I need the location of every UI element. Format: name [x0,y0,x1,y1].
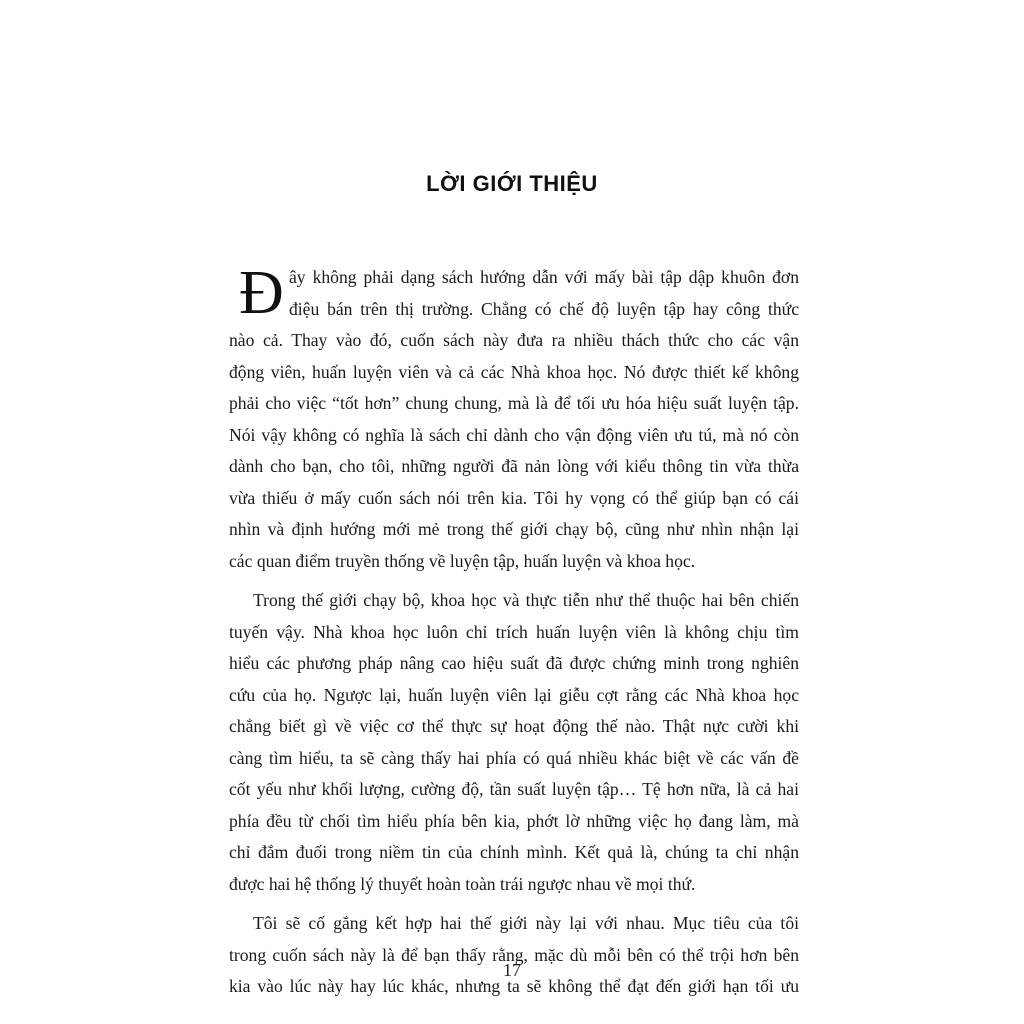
text-line: càng tìm hiểu, ta sẽ càng thấy hai phía có quá nhiều khác biệt về các vấn đề [229,747,799,768]
text-line: phía đều từ chối tìm hiểu phía bên kia, phớt lờ những việc họ đang làm, mà [229,810,799,831]
text-line: ây không phải dạng sách hướng dẫn với mấy bài tập dập khuôn đơn [289,267,799,287]
paragraph-1 [229,259,799,577]
text-line: điệu bán trên thị trường. Chẳng có chế độ luyện tập hay công thức [289,298,799,319]
paragraph-2 [229,585,799,900]
text-line: vừa thiếu ở mấy cuốn sách nói trên kia. Tôi hy vọng có thể giúp bạn có cái [229,487,799,508]
text-line: cứu của họ. Ngược lại, huấn luyện viên lại giễu cợt rằng các Nhà khoa học [229,684,799,705]
text-line: hiểu các phương pháp nâng cao hiệu suất đã được chứng minh trong nghiên [229,653,799,673]
drop-cap: Đ [239,259,284,327]
text-line: kia vào lúc này hay lúc khác, nhưng ta sẽ không thể đạt đến giới hạn tối ưu [229,976,799,996]
chapter-heading: LỜI GIỚI THIỆU [426,171,598,196]
text-line: Trong thế giới chạy bộ, khoa học và thực tiễn như thể thuộc hai bên chiến [253,590,799,610]
text-line: Nói vậy không có nghĩa là sách chỉ dành cho vận động viên ưu tú, mà nó còn [229,424,799,445]
text-line: chỉ đắm đuối trong niềm tin của chính mình. Kết quả là, chúng ta chỉ nhận [229,842,799,862]
text-line: được hai hệ thống lý thuyết hoàn toàn trái ngược nhau về mọi thứ. [229,873,696,894]
text-line: động viên, huấn luyện viên và cả các Nhà khoa học. Nó được thiết kế không [229,361,799,382]
paragraph-3 [229,908,799,1003]
body-text [229,259,799,1003]
page-number: 17 [503,960,521,980]
text-line: cốt yếu như khối lượng, cường độ, tần suất luyện tập… Tệ hơn nữa, là cả hai [229,779,799,799]
text-line: các quan điểm truyền thống về luyện tập, huấn luyện và khoa học. [229,550,696,571]
text-line: nào cả. Thay vào đó, cuốn sách này đưa ra nhiều thách thức cho các vận [229,330,799,350]
text-line: trong cuốn sách này là để bạn thấy rằng, mặc dù mỗi bên có thể trội hơn bên [229,944,799,965]
text-line: dành cho bạn, cho tôi, những người đã nản lòng với kiểu thông tin vừa thừa [229,456,799,476]
text-line: tuyến vậy. Nhà khoa học luôn chỉ trích huấn luyện viên là không chịu tìm [229,621,799,642]
text-line: Tôi sẽ cố gắng kết hợp hai thế giới này lại với nhau. Mục tiêu của tôi [253,913,799,933]
text-line: phải cho việc “tốt hơn” chung chung, mà là để tối ưu hóa hiệu suất luyện tập. [229,393,799,413]
text-line: nhìn và định hướng mới mẻ trong thế giới chạy bộ, cũng như nhìn nhận lại [229,519,799,539]
text-line: chẳng biết gì về việc cơ thể thực sự hoạt động thế nào. Thật nực cười khi [229,716,799,736]
